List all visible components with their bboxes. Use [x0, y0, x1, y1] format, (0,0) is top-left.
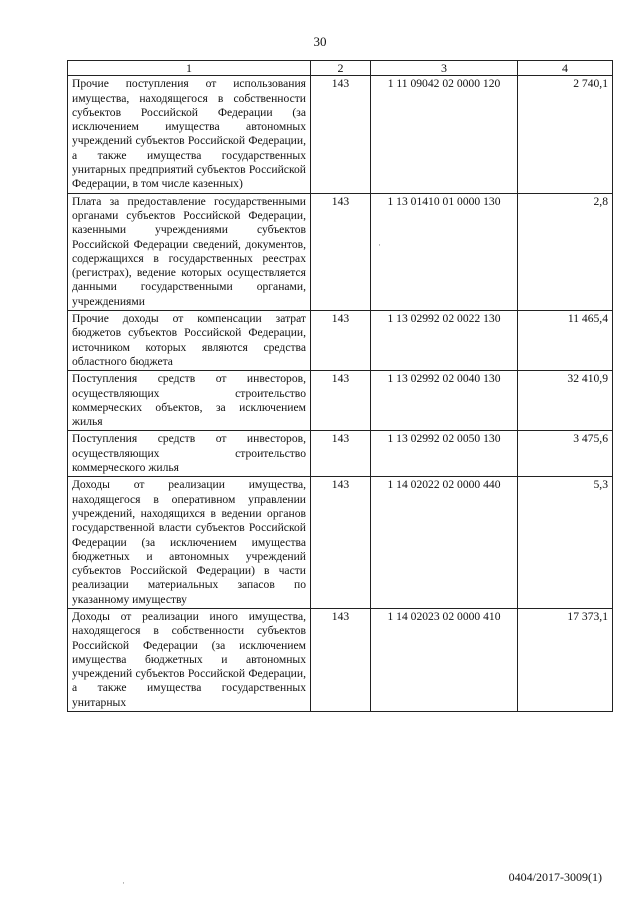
admin-code-cell: 143 — [311, 371, 371, 431]
scan-speck: · — [378, 240, 381, 250]
column-header-4: 4 — [518, 61, 613, 76]
revenue-table — [67, 60, 613, 712]
table-row — [68, 193, 613, 310]
table-header-row — [68, 61, 613, 76]
budget-code-cell: 1 14 02022 02 0000 440 — [371, 477, 518, 609]
table-row — [68, 311, 613, 371]
admin-code-cell: 143 — [311, 431, 371, 477]
column-header-2: 2 — [311, 61, 371, 76]
admin-code-cell: 143 — [311, 76, 371, 193]
amount-cell: 3 475,6 — [518, 431, 613, 477]
amount-cell: 32 410,9 — [518, 371, 613, 431]
revenue-name-cell: Доходы от реализации имущества, находящегося в оперативном управлении учреждений, находящихся в ведении органов государственной власти субъектов Российской Федерации (за исключением имущества бюджетных и автономных учреждений субъектов Российской Федерации) в части реализации материальных запасов по указанному имуществу — [68, 477, 311, 609]
budget-code-cell: 1 11 09042 02 0000 120 — [371, 76, 518, 193]
amount-cell: 5,3 — [518, 477, 613, 609]
revenue-name-cell: Прочие доходы от компенсации затрат бюджетов субъектов Российской Федерации, источником которых являются средства областного бюджета — [68, 311, 311, 371]
budget-code-cell: 1 13 02992 02 0040 130 — [371, 371, 518, 431]
admin-code-cell: 143 — [311, 477, 371, 609]
page-number: 30 — [313, 34, 327, 49]
revenue-name-cell: Поступления средств от инвесторов, осуществляющих строительство коммерческого жилья — [68, 431, 311, 477]
amount-cell: 11 465,4 — [518, 311, 613, 371]
revenue-name-cell: Поступления средств от инвесторов, осуществляющих строительство коммерческих объектов, за исключением жилья — [68, 371, 311, 431]
amount-cell: 2,8 — [518, 193, 613, 310]
amount-cell: 17 373,1 — [518, 608, 613, 711]
admin-code-cell: 143 — [311, 311, 371, 371]
budget-code-cell: 1 13 01410 01 0000 130 — [371, 193, 518, 310]
admin-code-cell: 143 — [311, 608, 371, 711]
revenue-name-cell: Прочие поступления от использования имущества, находящегося в собственности субъектов Российской Федерации (за исключением имущества автономных учреждений субъектов Российской Федерации, а также имущества государственных унитарных предприятий субъектов Российской Федерации, в том числе казенных) — [68, 76, 311, 193]
table-row — [68, 477, 613, 609]
column-header-1: 1 — [68, 61, 311, 76]
column-header-3: 3 — [371, 61, 518, 76]
budget-code-cell: 1 14 02023 02 0000 410 — [371, 608, 518, 711]
table-row — [68, 371, 613, 431]
admin-code-cell: 143 — [311, 193, 371, 310]
scan-speck: · — [122, 878, 125, 888]
table-row — [68, 431, 613, 477]
revenue-name-cell: Доходы от реализации иного имущества, находящегося в собственности субъектов Российской Федерации (за исключением имущества бюджетных и автономных учреждений субъектов Российской Федерации, а также имущества государственных унитарных — [68, 608, 311, 711]
budget-code-cell: 1 13 02992 02 0022 130 — [371, 311, 518, 371]
revenue-name-cell: Плата за предоставление государственными органами субъектов Российской Федерации, казенными учреждениями субъектов Российской Федерации сведений, документов, содержащихся в государственных реестрах (регистрах), ведение которых осуществляется данными государственными органами, учреждениями — [68, 193, 311, 310]
table-row — [68, 608, 613, 711]
budget-code-cell: 1 13 02992 02 0050 130 — [371, 431, 518, 477]
amount-cell: 2 740,1 — [518, 76, 613, 193]
table-row — [68, 76, 613, 193]
document-code: 0404/2017-3009(1) — [508, 870, 602, 884]
